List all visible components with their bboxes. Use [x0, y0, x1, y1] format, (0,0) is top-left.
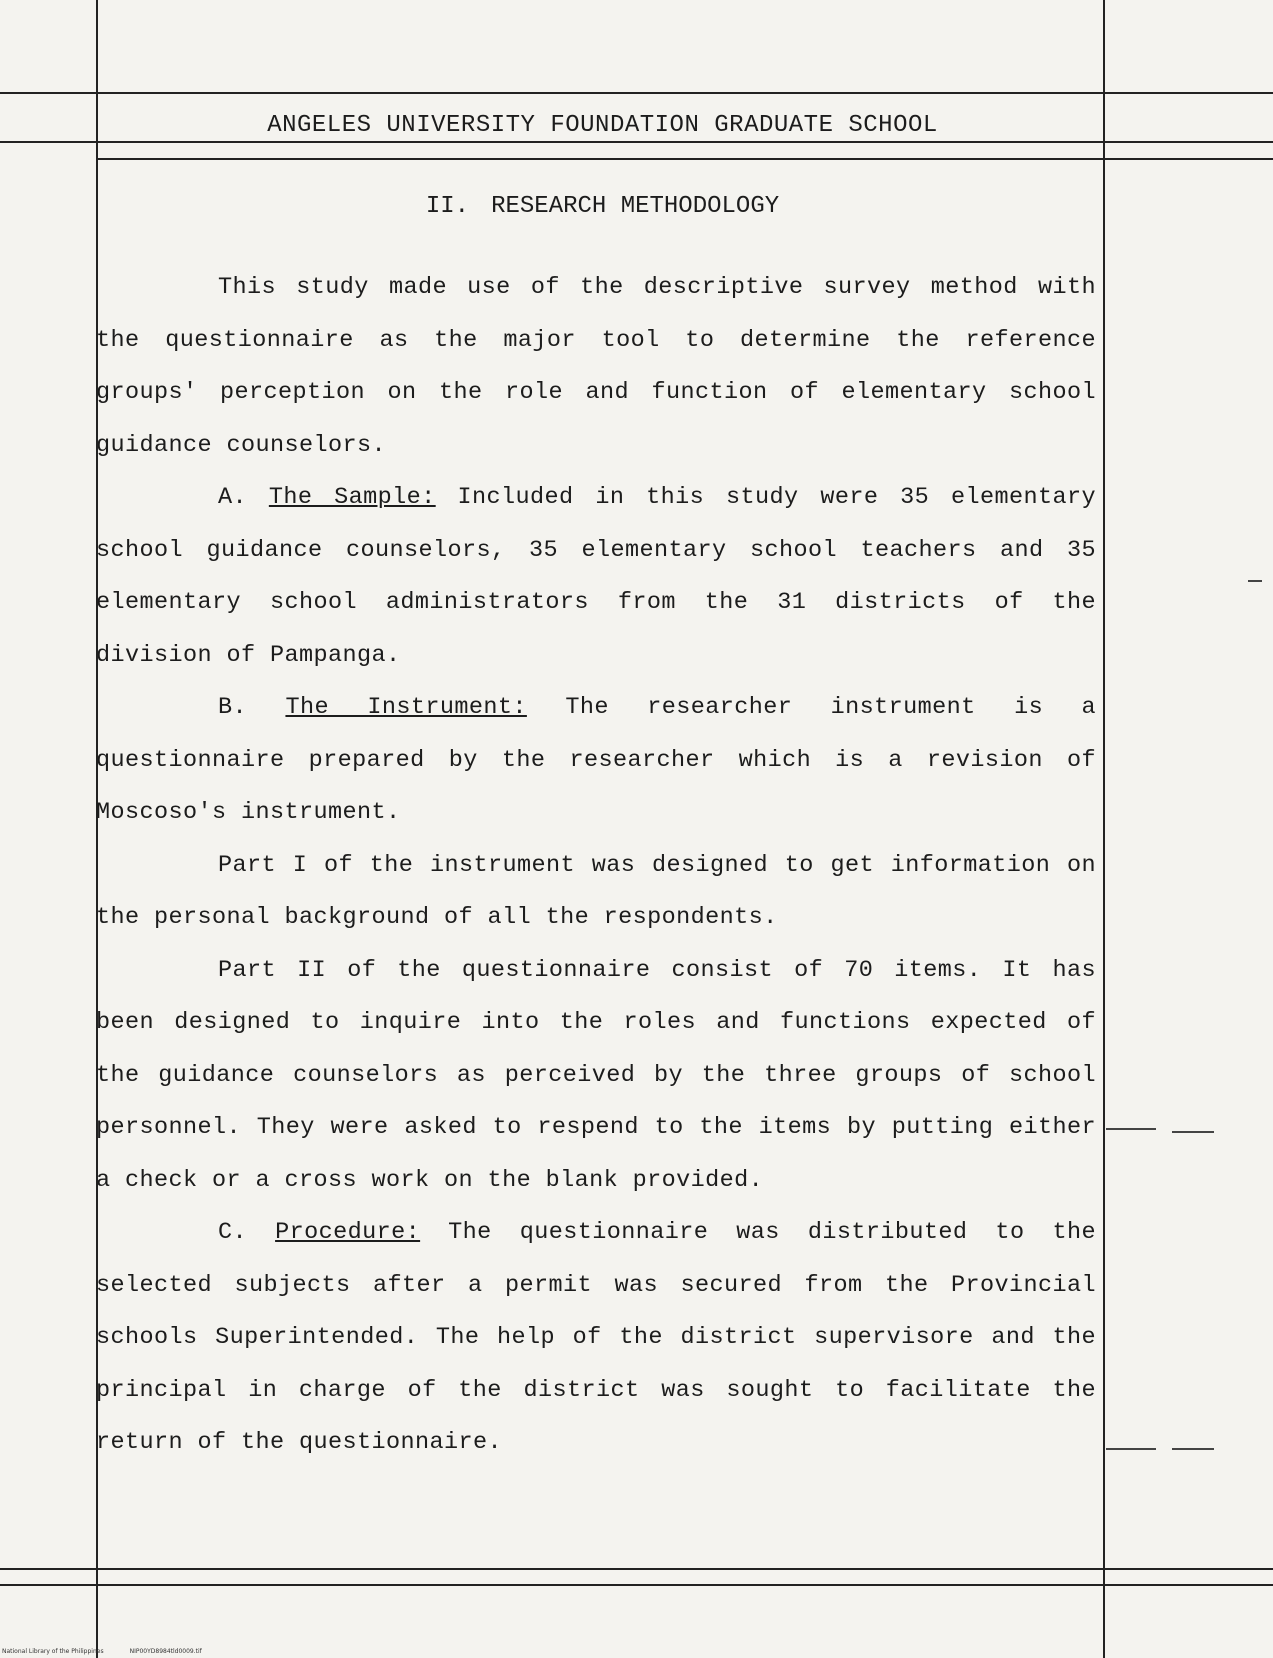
procedure-paragraph [96, 1207, 1096, 1470]
sample-text: Included in this study were 35 elementary school guidance counselors, 35 elementary school teachers and 35 elementary school administrators from the 31 districts of the division of Pampanga. [96, 484, 1096, 669]
right-margin-line [1103, 0, 1105, 1658]
section-title: RESEARCH METHODOLOGY [491, 193, 780, 220]
margin-mark [1248, 580, 1262, 582]
methodology-body [96, 262, 1096, 1470]
top-rule-outer [0, 92, 1273, 94]
library-credit: National Library of the Philippines [2, 1648, 104, 1655]
procedure-text: The questionnaire was distributed to the selected subjects after a permit was secured from the Provincial schools Superintended. The help of the district supervisore and the principal in charge of the district was sought to facilitate the return of the questionnaire. [96, 1219, 1096, 1456]
top-rule-inner [0, 141, 1273, 143]
instrument-text: The researcher instrument is a questionnaire prepared by the researcher which is a revision of Moscoso's instrument. [96, 694, 1096, 826]
section-heading [100, 193, 1105, 220]
file-id: NIP00YD8984tld0009.tif [129, 1648, 202, 1655]
margin-mark [1106, 1128, 1156, 1130]
instrument-label: The Instrument: [285, 694, 527, 721]
intro-paragraph: This study made use of the descriptive survey method with the questionnaire as the major tool to determine the reference groups' perception on the role and function of elementary school guidance counselors. [96, 274, 1096, 459]
section-number: II. [425, 193, 470, 220]
sample-paragraph [96, 472, 1096, 682]
margin-mark [1172, 1448, 1214, 1450]
instrument-paragraph [96, 682, 1096, 840]
sample-label: The Sample: [268, 484, 436, 511]
sample-letter: A. [218, 484, 248, 511]
part1-paragraph: Part I of the instrument was designed to get information on the personal background of all the respondents. [96, 851, 1096, 931]
procedure-label: Procedure: [275, 1219, 421, 1246]
bottom-rule-upper [0, 1568, 1273, 1570]
scan-footer [2, 1648, 202, 1655]
part2-paragraph: Part II of the questionnaire consist of 70 items. It has been designed to inquire into the roles and functions expected of the guidance counselors as perceived by the three groups of school personnel. They were asked to respend to the items by putting either a check or a cross work on the blank provided. [96, 956, 1096, 1194]
instrument-letter: B. [218, 694, 248, 721]
procedure-letter: C. [218, 1219, 248, 1246]
bottom-rule-lower [0, 1584, 1273, 1586]
margin-mark [1172, 1131, 1214, 1133]
institution-header: ANGELES UNIVERSITY FOUNDATION GRADUATE SCHOOL [267, 112, 938, 139]
header-rule [96, 158, 1273, 160]
margin-mark [1106, 1448, 1156, 1450]
